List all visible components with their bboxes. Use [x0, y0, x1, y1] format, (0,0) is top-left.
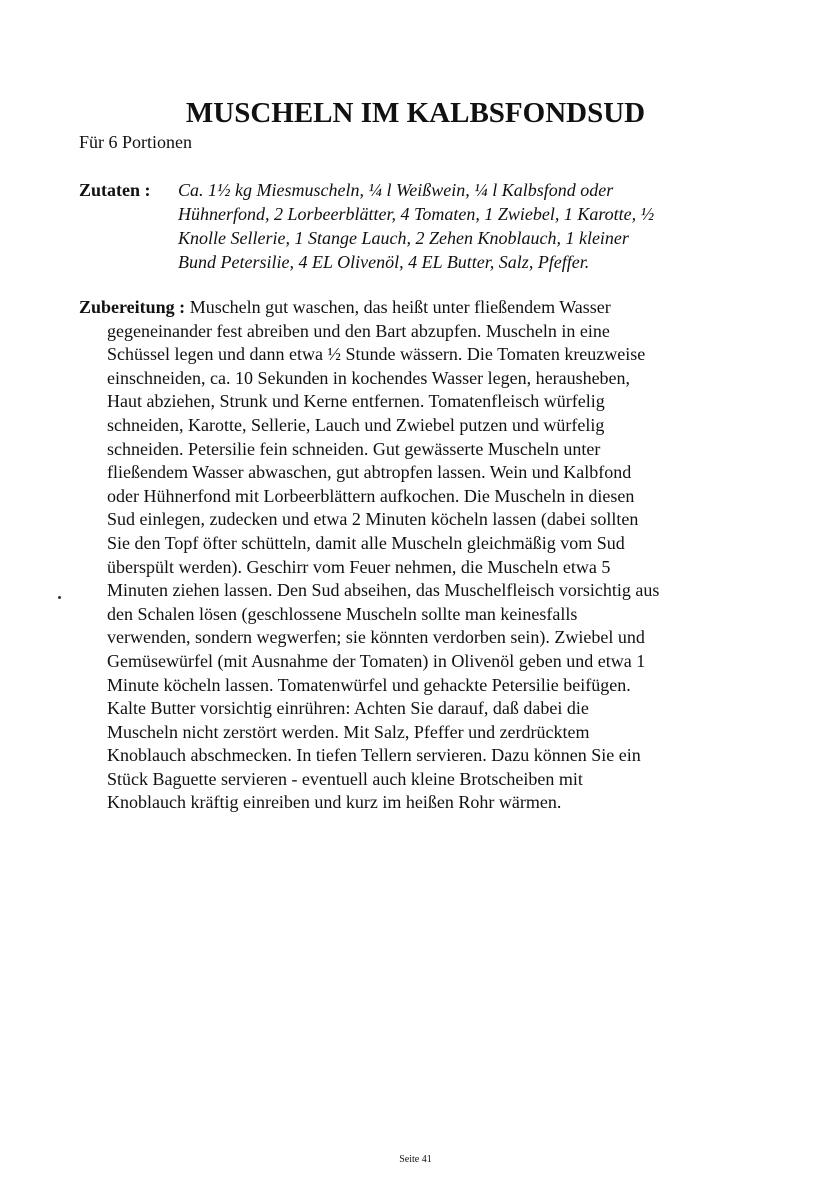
preparation-line: den Schalen lösen (geschlossene Muscheln sollte man keinesfalls	[107, 603, 578, 624]
preparation-line: Minuten ziehen lassen. Den Sud abseihen, das Muschelfleisch vorsichtig aus	[107, 580, 660, 601]
preparation-line: Muscheln nicht zerstört werden. Mit Salz, Pfeffer und zerdrücktem	[107, 721, 590, 742]
preparation-line: verwenden, sondern wegwerfen; sie könnten verdorben sein). Zwiebel und	[107, 627, 645, 648]
preparation-line: oder Hühnerfond mit Lorbeerblättern aufkochen. Die Muscheln in diesen	[107, 485, 635, 506]
preparation-line: fließendem Wasser abwaschen, gut abtropfen lassen. Wein und Kalbfond	[107, 462, 632, 483]
ingredients-line: Hühnerfond, 2 Lorbeerblätter, 4 Tomaten, 1 Zwiebel, 1 Karotte, ½	[178, 204, 655, 224]
preparation-line: einschneiden, ca. 10 Sekunden in kochendes Wasser legen, herausheben,	[107, 367, 631, 388]
preparation-line: Knoblauch kräftig einreiben und kurz im heißen Rohr wärmen.	[107, 792, 562, 813]
preparation-line: schneiden, Karotte, Sellerie, Lauch und Zwiebel putzen und würfelig	[107, 414, 605, 435]
preparation-line: Sie den Topf öfter schütteln, damit alle Muscheln gleichmäßig vom Sud	[107, 532, 625, 553]
scan-speck	[58, 596, 61, 599]
page-number: Seite 41	[399, 1154, 432, 1165]
ingredients-label: Zutaten :	[79, 180, 151, 200]
preparation-line: Haut abziehen, Strunk und Kerne entfernen. Tomatenfleisch würfelig	[107, 391, 605, 412]
page-title: MUSCHELN IM KALBSFONDSUD	[185, 97, 646, 129]
preparation-line: überspült werden). Geschirr vom Feuer nehmen, die Muscheln etwa 5	[107, 556, 611, 577]
ingredients-line: Ca. 1½ kg Miesmuscheln, ¼ l Weißwein, ¼ l Kalbsfond oder	[178, 180, 614, 200]
preparation-line: Stück Baguette servieren - eventuell auch kleine Brotscheiben mit	[107, 768, 583, 789]
preparation-line: gegeneinander fest abreiben und den Bart abzupfen. Muscheln in eine	[107, 320, 610, 341]
ingredients-line: Bund Petersilie, 4 EL Olivenöl, 4 EL Butter, Salz, Pfeffer.	[178, 252, 590, 272]
preparation-label: Zubereitung :	[79, 297, 186, 317]
preparation-line: Knoblauch abschmecken. In tiefen Tellern servieren. Dazu können Sie ein	[107, 745, 641, 766]
preparation-line: Gemüsewürfel (mit Ausnahme der Tomaten) in Olivenöl geben und etwa 1	[107, 650, 646, 671]
ingredients-line: Knolle Sellerie, 1 Stange Lauch, 2 Zehen Knoblauch, 1 kleiner	[178, 228, 629, 248]
preparation-line: Minute köcheln lassen. Tomatenwürfel und gehackte Petersilie beifügen.	[107, 674, 631, 695]
preparation-first-text: Muscheln gut waschen, das heißt unter fließendem Wasser	[185, 297, 611, 317]
preparation-line: schneiden. Petersilie fein schneiden. Gut gewässerte Muscheln unter	[107, 438, 601, 459]
preparation-line: Kalte Butter vorsichtig einrühren: Achten Sie darauf, daß dabei die	[107, 698, 589, 719]
portions-text: Für 6 Portionen	[79, 132, 193, 152]
ingredients-list	[178, 178, 698, 274]
preparation-first-line	[79, 296, 729, 320]
preparation-line: Schüssel legen und dann etwa ½ Stunde wässern. Die Tomaten kreuzweise	[107, 344, 646, 365]
preparation-section	[79, 296, 729, 815]
preparation-line: Sud einlegen, zudecken und etwa 2 Minuten köcheln lassen (dabei sollten	[107, 509, 639, 530]
